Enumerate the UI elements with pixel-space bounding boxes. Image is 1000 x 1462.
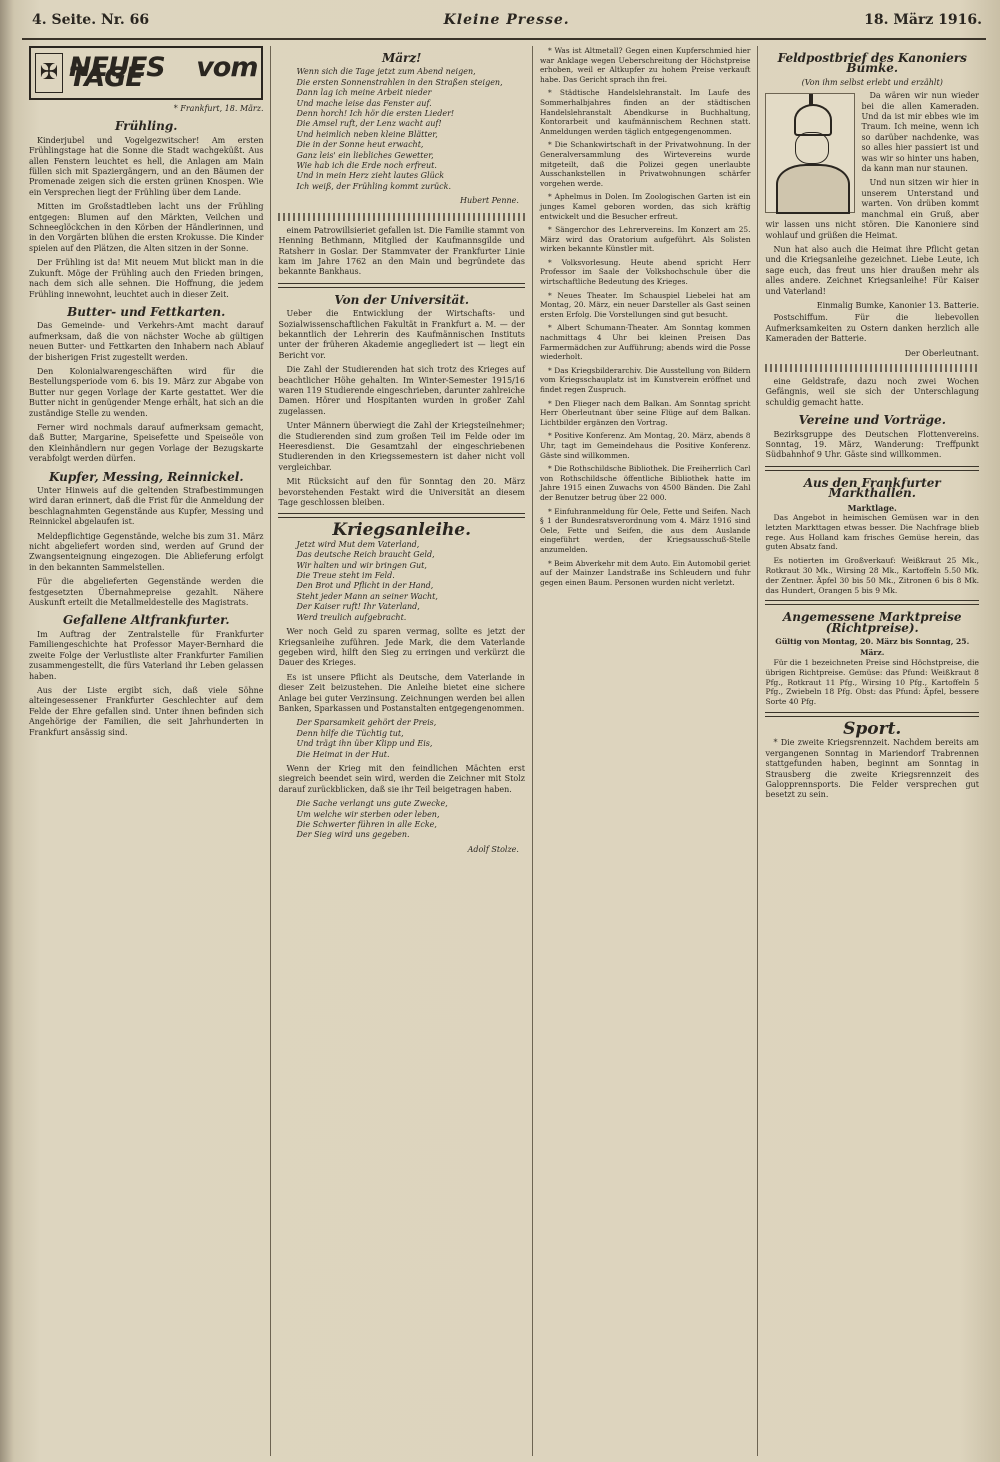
uniform xyxy=(776,164,850,214)
article-title-vereine: Vereine und Vorträge. xyxy=(798,413,946,428)
article-title-feldpostbrief: Feldpostbrief des Kanoniers Bumke. xyxy=(777,51,967,76)
news-item: * Die Rothschildsche Bibliothek. Die Freiherrlich Carl von Rothschildsche öffentliche Bibliothek hatte im Jahre 1915 einen Zuwachs von 4500 Bänden. Die Zahl der Benutzer betrug über 22 000. xyxy=(539,464,751,502)
article-paragraph: Ueber die Entwicklung der Wirtschafts- und Sozialwissenschaftlichen Fakultät in Frankfurt a. M. — der bekanntlich der Lehrerin des Kaufmännischen Instituts unter der früheren Akademie angegliedert ist — liegt ein Bericht vor. xyxy=(278,309,525,360)
column-3 xyxy=(533,46,759,1456)
article-title-marktpreise: Angemessene Marktpreise (Richtpreise). xyxy=(782,610,962,635)
news-item: * Volksvorlesung. Heute abend spricht Herr Professor im Saale der Volkshochschule über die wirtschaftliche Bedeutung des Krieges. xyxy=(539,257,751,287)
poem-kriegsanleihe: Jetzt wird Mut dem Vaterland, Das deutsche Reich braucht Geld, Wir halten und wir bringen Gut, Die Treue steht im Feld. Den Brot und Pflicht in der Hand, Steht jeder Mann an seiner Wacht, Der Kaiser ruft! Ihr Vaterland, Werd treulich aufgebracht. xyxy=(296,539,438,622)
divider xyxy=(765,466,979,471)
article-paragraph: Für die 1 bezeichneten Preise sind Höchstpreise, die übrigen Richtpreise. Gemüse: das Pfund: Weißkraut 8 Pfg., Rotkraut 11 Pfg., Wirsing 10 Pfg., Kartoffeln 5 Pfg., Zwiebeln 18 Pfg. Obst: das Pfund: Äpfel, bessere Sorte 40 Pfg. xyxy=(765,658,979,707)
article-subtitle: (Von ihm selbst erlebt und erzählt) xyxy=(801,77,943,87)
eagle-icon: ✠ xyxy=(35,53,63,93)
article-paragraph: Mit Rücksicht auf den für Sonntag den 20. März bevorstehenden Festakt wird die Universität an diesem Tage geschlossen bleiben. xyxy=(278,477,525,508)
post-signature: Der Oberleutnant. xyxy=(904,348,979,358)
page-number: 4. Seite. Nr. 66 xyxy=(32,12,150,28)
article-paragraph: Im Auftrag der Zentralstelle für Frankfurter Familiengeschichte hat Professor Mayer-Bernhard die zweite Folge der Verlustliste alter Frankfurter Familien zusammengestellt, die fürs Vaterland ihr Leben gelassen haben. xyxy=(29,629,264,681)
article-paragraph: Die Zahl der Studierenden hat sich trotz des Krieges auf beachtlicher Höhe gehalten. Im Winter-Semester 1915/16 waren 119 Studierende eingeschrieben, darunter zahlreiche Damen. Hörer und Hospitanten wurden in großer Zahl zugelassen. xyxy=(278,365,525,416)
article-subtitle: Gültig von Montag, 20. März bis Sonntag, 25. März. xyxy=(775,637,970,657)
article-title-sport: Sport. xyxy=(843,719,902,740)
news-item: * Den Flieger nach dem Balkan. Am Sonntag spricht Herr Oberleutnant über seine Flüge auf dem Balkan. Lichtbilder ergänzen den Vortrag. xyxy=(539,398,751,427)
article-paragraph: Nun hat also auch die Heimat ihre Pflicht getan und die Kriegsanleihe gezeichnet. Liebe Leute, ich sage euch, das freut uns hier draußen mehr als alles andere. Zeichnet Kriegsanleihe! Für Kaiser und Vaterland! xyxy=(765,244,979,296)
column-2 xyxy=(271,46,532,1456)
news-item: * Aphelmus in Dolen. Im Zoologischen Garten ist ein junges Kamel geboren worden, das sich kräftig entwickelt und die Besucher erfreut. xyxy=(539,192,751,221)
article-paragraph: Der Frühling ist da! Mit neuem Mut blickt man in die Zukunft. Möge der Frühling auch den Frieden bringen, nach dem sich alle sehnen. Die Hoffnung, die jedem Frühling innewohnt, leuchtet auch in dieser Zeit. xyxy=(29,258,264,299)
article-title-butter: Butter- und Fettkarten. xyxy=(67,304,226,319)
ornamental-divider xyxy=(765,364,979,372)
poem-maerz: Wenn sich die Tage jetzt zum Abend neigen, Die ersten Sonnenstrahlen in den Straßen steigen, Dann lag ich meine Arbeit nieder Und mache leise das Fenster auf. Denn horch! Ich hör die ersten Lieder! Die Amsel ruft, der Lenz wacht auf! Und heimlich neben kleine Blätter, Die in der Sonne heut erwacht, Ganz leis' ein liebliches Gewetter, Wie hab ich die Erde noch erfreut. Und in mein Herz zieht lautes Glück Ich weiß, der Frühling kommt zurück. xyxy=(296,67,503,191)
poem-author: Adolf Stolze. xyxy=(467,844,519,854)
article-paragraph: Es ist unsere Pflicht als Deutsche, dem Vaterlande in dieser Zeit beizustehen. Die Anleihe bietet eine sichere Anlage bei guter Verzinsung. Zeichnungen werden bei allen Banken, Sparkassen und Postanstalten entgegengenommen. xyxy=(278,672,525,713)
article-paragraph: Das Angebot in heimischen Gemüsen war in den letzten Markttagen etwas besser. Die Nachfrage blieb rege. Aus Holland kam frisches Gemüse herein, das guten Absatz fand. xyxy=(765,513,979,552)
news-item: * Albert Schumann-Theater. Am Sonntag kommen nachmittags 4 Uhr bei kleinen Preisen Das Farmermädchen zur Aufführung; abends wird die Posse wiederholt. xyxy=(539,323,751,362)
article-paragraph: Das Gemeinde- und Verkehrs-Amt macht darauf aufmerksam, daß die von nächster Woche ab gültigen neuen Butter- und Fettkarten den Inhabern nach Ablauf der bisherigen Frist zugestellt werden. xyxy=(29,321,264,362)
article-paragraph: Aus der Liste ergibt sich, daß viele Söhne alteingesessener Frankfurter Geschlechter auf dem Felde der Ehre gefallen sind. Unter ihnen befinden sich Angehörige der Familien, die seit Jahrhunderten in Frankfurt ansässig sind. xyxy=(29,685,264,737)
article-title-kriegsanleihe: Kriegsanleihe. xyxy=(332,520,472,541)
poem-author: Hubert Penne. xyxy=(460,196,519,206)
poem-stanza: Der Sparsamkeit gehört der Preis, Denn hilfe die Tüchtig tut, Und trägt ihn über Klipp und Eis, Die Heimat in der Hut. xyxy=(296,718,437,759)
ornamental-divider xyxy=(278,213,524,221)
section-masthead xyxy=(29,46,263,100)
divider xyxy=(765,600,979,605)
article-paragraph: Unter Hinweis auf die geltenden Strafbestimmungen wird daran erinnert, daß die Frist für die Anmeldung der beschlagnahmten Gegenstände aus Kupfer, Messing und Reinnickel abgelaufen ist. xyxy=(29,486,264,527)
divider xyxy=(278,283,524,288)
article-title-markthallen: Aus den Frankfurter Markthallen. xyxy=(803,475,941,501)
article-paragraph: Mitten im Großstadtleben lacht uns der Frühling entgegen: Blumen auf den Märkten, Veilchen und Schneeglöckchen in den Körben der Händlerinnen, und in den Vorgärten blühen die ersten Krokusse. Die Kinder spielen auf den Plätzen, die Alten sitzen in der Sonne. xyxy=(29,202,264,253)
article-paragraph: Bezirksgruppe des Deutschen Flottenvereins. Sonntag, 19. März, Wanderung: Treffpunkt Südbahnhof 9 Uhr. Gäste sind willkommen. xyxy=(765,429,979,460)
dateline: * Frankfurt, 18. März. xyxy=(173,104,264,113)
article-paragraph: Den Kolonialwarengeschäften wird für die Bestellungsperiode vom 6. bis 19. März zur Abgabe von Butter nur gegen Vorlage der Karte gestattet. Wer die Butter nicht in genügender Menge erhält, hat sich an die zuständige Stelle zu wenden. xyxy=(29,366,264,418)
news-item: * Sängerchor des Lehrervereins. Im Konzert am 25. März wird das Oratorium aufgeführt. Als Solisten wirken bekannte Künstler mit. xyxy=(539,225,751,254)
poem-title-maerz: März! xyxy=(381,51,422,65)
article-paragraph: Wenn der Krieg mit den feindlichen Mächten erst siegreich beendet sein wird, werden die Zeichner mit Stolz darauf zurückblicken, daß sie ihr Teil beigetragen haben. xyxy=(278,763,525,794)
soldier-portrait xyxy=(765,93,855,213)
news-item: * Einfuhranmeldung für Oele, Fette und Seifen. Nach § 1 der Bundesratsverordnung vom 4. März 1916 sind Oele, Fette und Seifen, die aus dem Auslande eingeführt werden, der Kriegsausschuß-Stelle anzumelden. xyxy=(539,506,751,554)
masthead-title: NEUES vom TAGE xyxy=(68,51,258,93)
news-item: * Was ist Altmetall? Gegen einen Kupferschmied hier war Anklage wegen Ueberschreitung der Höchstpreise erhoben, weil er Altkupfer zu hohem Preise verkauft habe. Das Gericht sprach ihn frei. xyxy=(539,46,751,84)
divider xyxy=(765,712,979,717)
article-paragraph: Ferner wird nochmals darauf aufmerksam gemacht, daß Butter, Margarine, Speisefette und Speiseöle von den Kleinhändlern nur gegen Vorlage der Bezugskarte verabfolgt werden dürfen. xyxy=(29,422,264,464)
article-paragraph: Und nun sitzen wir hier in unserem Unterstand und warten. Von drüben kommt manchmal ein Gruß, aber wir lassen uns nicht stören. Die Kanoniere sind wohlauf und grüßen die Heimat. xyxy=(765,178,979,240)
article-paragraph: Meldepflichtige Gegenstände, welche bis zum 31. März nicht abgeliefert worden sind, werden auf Grund der Zwangsenteignung eingezogen. Die Ablieferung erfolgt in den bekannten Sammelstellen. xyxy=(29,531,264,572)
article-paragraph: Da wären wir nun wieder bei die allen Kameraden. Und da ist mir ebbes wie im Traum. Ich meine, wenn ich so darüber nachdenke, was so alles hier passiert ist und was wir so hinter uns haben, da kann man nur staunen. xyxy=(861,91,979,174)
newspaper-name: Kleine Presse. xyxy=(443,12,570,28)
article-paragraph: Es notierten im Großverkauf: Weißkraut 25 Mk., Rotkraut 30 Mk., Wirsing 28 Mk., Kartoffeln 5.50 Mk. der Zentner. Äpfel 30 bis 50 Mk., Zitronen 6 bis 8 Mk. das Hundert, Orangen 5 bis 9 Mk. xyxy=(765,556,979,595)
article-title-fruehling: Frühling. xyxy=(114,119,178,134)
news-item: * Die Schankwirtschaft in der Privatwohnung. In der Generalversammlung des Wirtevereins wurde mitgeteilt, daß die Polizei gegen unerlaubte Ausschankstellen in Privatwohnungen schärfer vorgehen werde. xyxy=(539,140,751,188)
article-paragraph: Für die abgelieferten Gegenstände werden die festgesetzten Übernahmepreise gezahlt. Nähere Auskunft erteilt die Metallmeldestelle des Magistrats. xyxy=(29,577,264,608)
columns xyxy=(22,46,986,1456)
news-item: * Positive Konferenz. Am Montag, 20. März, abends 8 Uhr, tagt im Gemeindehaus die Positive Konferenz. Gäste sind willkommen. xyxy=(539,431,751,460)
column-1 xyxy=(22,46,271,1456)
page-header xyxy=(22,10,986,40)
letter-signature: Einmalig Bumke, Kanonier 13. Batterie. xyxy=(816,300,979,310)
article-paragraph: Kinderjubel und Vogelgezwitscher! Am ersten Frühlingstage hat die Sonne die Stadt wachgeküßt. Aus allen Fenstern leuchtet es hell, die Anlagen am Main füllen sich mit Spaziergängern, und an den Bäumen der Promenade zeigen sich die ersten grünen Knospen. Wie ein Versprechen liegt der Frühling über dem Lande. xyxy=(29,135,264,197)
news-item: * Städtische Handelslehranstalt. Im Laufe des Sommerhalbjahres finden an der städtischen Handelslehranstalt Abendkurse in Buchhaltung, Kontorarbeit und kaufmännischem Rechnen statt. Anmeldungen werden täglich entgegengenommen. xyxy=(539,88,751,136)
article-paragraph: * Die zweite Kriegsrennzeit. Nachdem bereits am vergangenen Sonntag in Mariendorf Trabrennen stattgefunden haben, beginnt am Sonntag in Strausberg die zweite Kriegsrennzeit des Galopprennsports. Die Felder versprechen gut besetzt zu sein. xyxy=(765,738,979,800)
article-paragraph: Postschiffum. Für die liebevollen Aufmerksamkeiten zu Ostern danken herzlich alle Kameraden der Batterie. xyxy=(765,313,979,344)
issue-date: 18. März 1916. xyxy=(864,12,982,28)
column-4 xyxy=(758,46,986,1456)
article-paragraph: eine Geldstrafe, dazu noch zwei Wochen Gefängnis, weil sie sich der Unterschlagung schuldig gemacht hatte. xyxy=(765,376,979,407)
article-subtitle: Marktlage. xyxy=(847,502,897,513)
article-paragraph: Wer noch Geld zu sparen vermag, sollte es jetzt der Kriegsanleihe zuführen. Jede Mark, die dem Vaterlande gegeben wird, hilft den Sieg zu erringen und verkürzt die Dauer des Krieges. xyxy=(278,627,525,668)
divider xyxy=(278,513,524,518)
article-paragraph: einem Patrowillsieriet gefallen ist. Die Familie stammt von Henning Bethmann, Mitglied der Kaufmannsgilde und Ratsherr in Goslar. Der Stammvater der Frankfurter Linie kam im Jahre 1762 an den Main und begründete das bekannte Bankhaus. xyxy=(278,225,525,277)
news-item: * Neues Theater. Im Schauspiel Liebelei hat am Montag, 20. März, ein neuer Darsteller als Gast seinen ersten Erfolg. Die Vorstellungen sind gut besucht. xyxy=(539,290,751,319)
news-item: * Das Kriegsbilderarchiv. Die Ausstellung von Bildern vom Kriegsschauplatz ist im Kunstverein eröffnet und findet regen Zuspruch. xyxy=(539,365,751,394)
poem-stanza: Die Sache verlangt uns gute Zwecke, Um welche wir sterben oder leben, Die Schwerter führen in alle Ecke, Der Sieg wird uns gegeben. xyxy=(296,799,448,840)
face xyxy=(795,132,829,164)
article-title-universitaet: Von der Universität. xyxy=(334,292,470,307)
news-item: * Beim Abverkehr mit dem Auto. Ein Automobil geriet auf der Mainzer Landstraße ins Schleudern und fuhr gegen einen Baum. Personen wurden nicht verletzt. xyxy=(539,558,751,587)
article-title-gefallene: Gefallene Altfrankfurter. xyxy=(62,613,230,628)
article-title-kupfer: Kupfer, Messing, Reinnickel. xyxy=(48,469,244,484)
article-paragraph: Unter Männern überwiegt die Zahl der Kriegsteilnehmer; die Studierenden sind zum großen Teil im Felde oder im Heeresdienst. Die Gesamtzahl der eingeschriebenen Studierenden in den Kriegssemestern ist daher nicht voll vergleichbar. xyxy=(278,421,525,472)
